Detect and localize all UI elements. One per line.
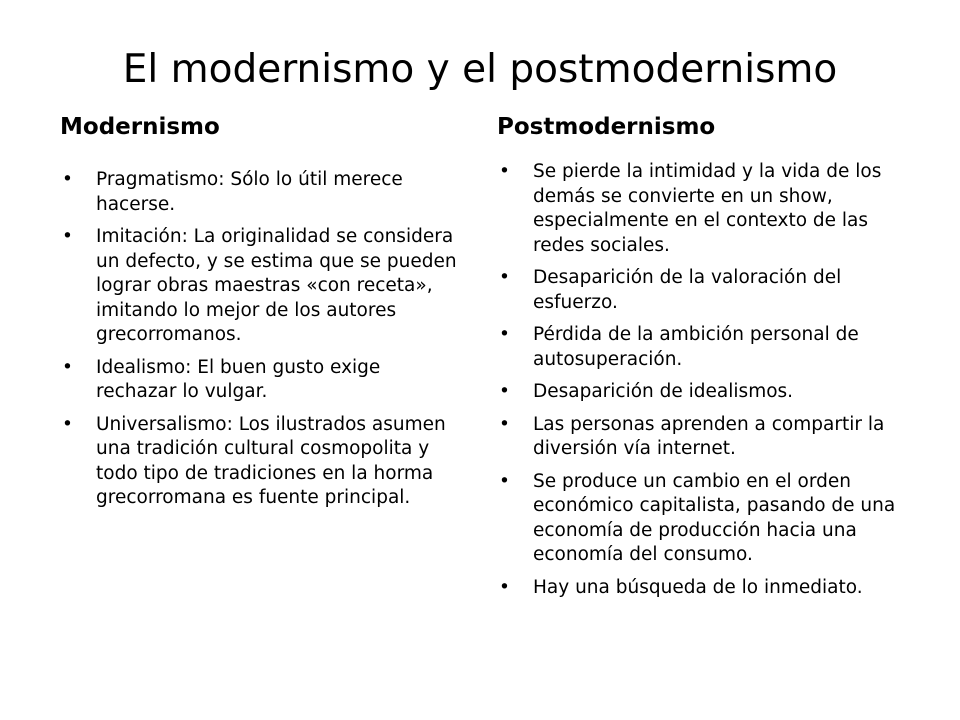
bullet-glyph: • bbox=[62, 356, 73, 378]
bullet-text: Desaparición de la valoración del esfuerzo. bbox=[533, 267, 842, 313]
bullet-item bbox=[497, 323, 907, 372]
bullet-item bbox=[60, 168, 465, 217]
bullet-text: Imitación: La originalidad se considera un defecto, y se estima que se pueden lograr obras maestras «con receta», imitando lo mejor de los autores grecorromanos. bbox=[96, 226, 457, 345]
bullet-text: Se produce un cambio en el orden económico capitalista, pasando de una economía de producción hacia una economía del consumo. bbox=[533, 470, 896, 565]
bullet-glyph: • bbox=[62, 413, 73, 435]
bullet-glyph: • bbox=[499, 576, 510, 598]
bullet-item bbox=[497, 266, 907, 315]
bullet-text: Pragmatismo: Sólo lo útil merece hacerse. bbox=[96, 169, 403, 215]
bullet-glyph: • bbox=[499, 381, 510, 402]
slide-title: El modernismo y el postmodernismo bbox=[122, 47, 838, 92]
bullet-glyph: • bbox=[499, 470, 510, 492]
bullet-item bbox=[60, 413, 465, 511]
bullet-glyph: • bbox=[499, 267, 510, 288]
bullet-glyph: • bbox=[62, 169, 73, 190]
bullet-glyph: • bbox=[499, 324, 510, 345]
bullet-text: Idealismo: El buen gusto exige rechazar lo vulgar. bbox=[96, 356, 381, 402]
column-heading-postmodernismo: Postmodernismo bbox=[497, 114, 716, 140]
modernismo-bullet-list bbox=[60, 168, 465, 519]
bullet-item bbox=[497, 160, 907, 258]
bullet-item bbox=[497, 380, 907, 405]
bullet-glyph: • bbox=[62, 226, 73, 247]
bullet-text: Hay una búsqueda de lo inmediato. bbox=[533, 576, 863, 598]
bullet-item bbox=[497, 413, 907, 462]
column-heading-modernismo: Modernismo bbox=[60, 114, 220, 140]
bullet-text: Las personas aprenden a compartir la diversión vía internet. bbox=[533, 413, 885, 459]
bullet-text: Universalismo: Los ilustrados asumen una tradición cultural cosmopolita y todo tipo de tradiciones en la horma grecorromana es fuente principal. bbox=[96, 413, 446, 508]
bullet-text: Desaparición de idealismos. bbox=[533, 381, 794, 402]
bullet-text: Pérdida de la ambición personal de autosuperación. bbox=[533, 324, 859, 370]
bullet-text: Se pierde la intimidad y la vida de los demás se convierte en un show, especialmente en el contexto de las redes sociales. bbox=[533, 161, 882, 256]
bullet-glyph: • bbox=[499, 161, 510, 182]
bullet-item bbox=[497, 470, 907, 568]
bullet-glyph: • bbox=[499, 413, 510, 435]
postmodernismo-bullet-list bbox=[497, 160, 907, 608]
bullet-item bbox=[60, 356, 465, 405]
bullet-item bbox=[497, 576, 907, 601]
bullet-item bbox=[60, 225, 465, 348]
